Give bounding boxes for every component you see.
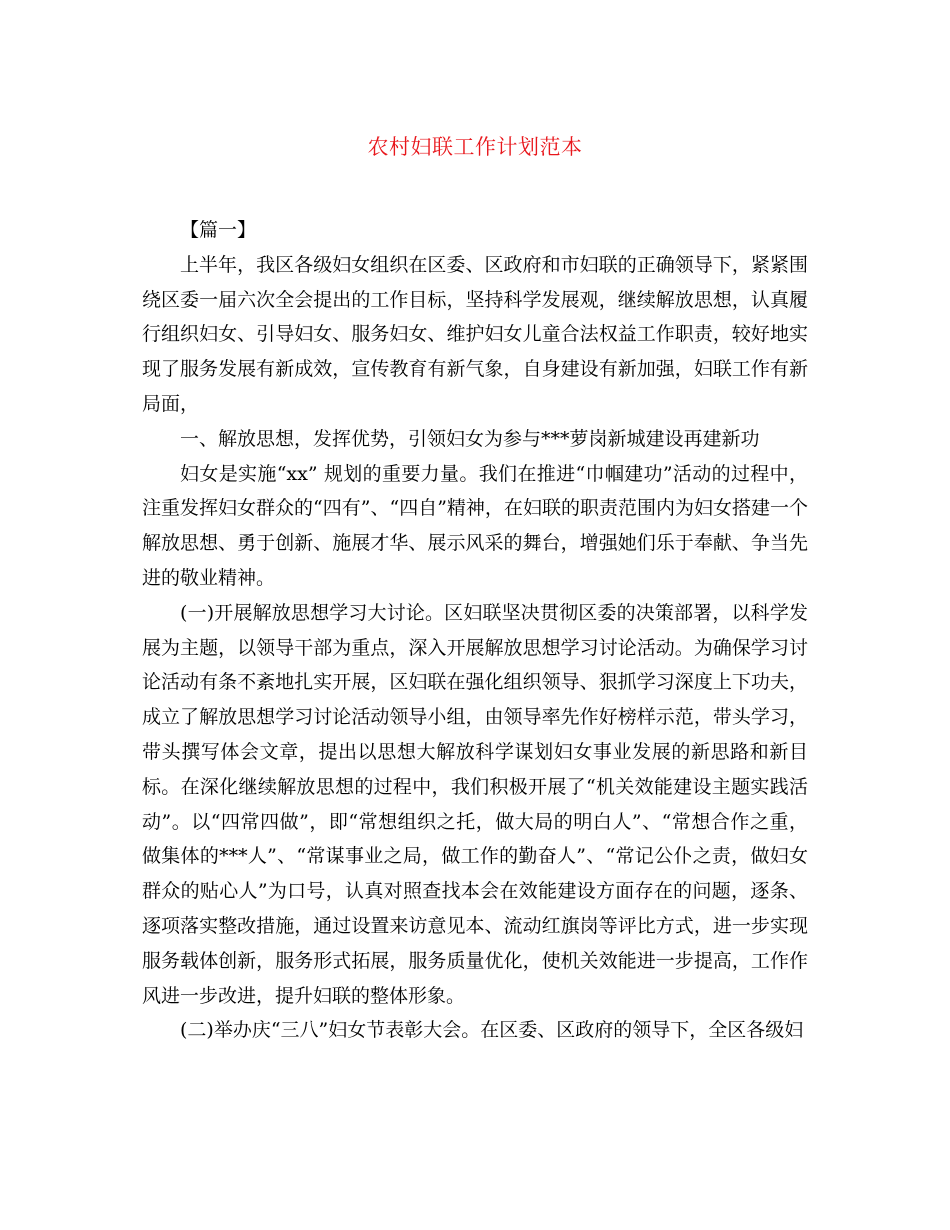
paragraph: 上半年，我区各级妇女组织在区委、区政府和市妇联的正确领导下，紧紧围绕区委一届六次全会提出的工作目标，坚持科学发展观，继续解放思想，认真履行组织妇女、引导妇女、服务妇女、维护妇女儿童合法权益工作职责，较好地实现了服务发展有新成效，宣传教育有新气象，自身建设有新加强，妇联工作有新局面，	[142, 253, 808, 415]
section-heading: 【篇一】	[180, 219, 257, 241]
subsection-heading: 一、解放思想，发挥优势，引领妇女为参与***萝岗新城建设再建新功	[180, 427, 760, 450]
document-title: 农村妇联工作计划范本	[367, 135, 583, 159]
document-body	[142, 213, 808, 1048]
paragraph: (一)开展解放思想学习大讨论。区妇联坚决贯彻区委的决策部署，以科学发展为主题，以领导干部为重点，深入开展解放思想学习讨论活动。为确保学习讨论活动有条不紊地扎实开展，区妇联在强化组织领导、狠抓学习深度上下功夫，成立了解放思想学习讨论活动领导小组，由领导率先作好榜样示范，带头学习，带头撰写体会文章，提出以思想大解放科学谋划妇女事业发展的新思路和新目标。在深化继续解放思想的过程中，我们积极开展了“机关效能建设主题实践活动”。以“四常四做”，即“常想组织之托，做大局的明白人”、“常想合作之重，做集体的***人”、“常谋事业之局，做工作的勤奋人”、“常记公仆之责，做妇女群众的贴心人”为口号，认真对照查找本会在效能建设方面存在的问题，逐条、逐项落实整改措施，通过设置来访意见本、流动红旗岗等评比方式，进一步实现服务载体创新，服务形式拓展，服务质量优化，使机关效能进一步提高，工作作风进一步改进，提升妇联的整体形象。	[142, 601, 808, 1007]
paragraph: 妇女是实施“xx” 规划的重要力量。我们在推进“巾帼建功”活动的过程中，注重发挥妇女群众的“四有”、“四自”精神，在妇联的职责范围内为妇女搭建一个解放思想、勇于创新、施展才华、展示风采的舞台，增强她们乐于奉献、争当先进的敬业精神。	[142, 462, 808, 589]
paragraph: (二)举办庆“三八”妇女节表彰大会。在区委、区政府的领导下，全区各级妇	[180, 1019, 804, 1042]
